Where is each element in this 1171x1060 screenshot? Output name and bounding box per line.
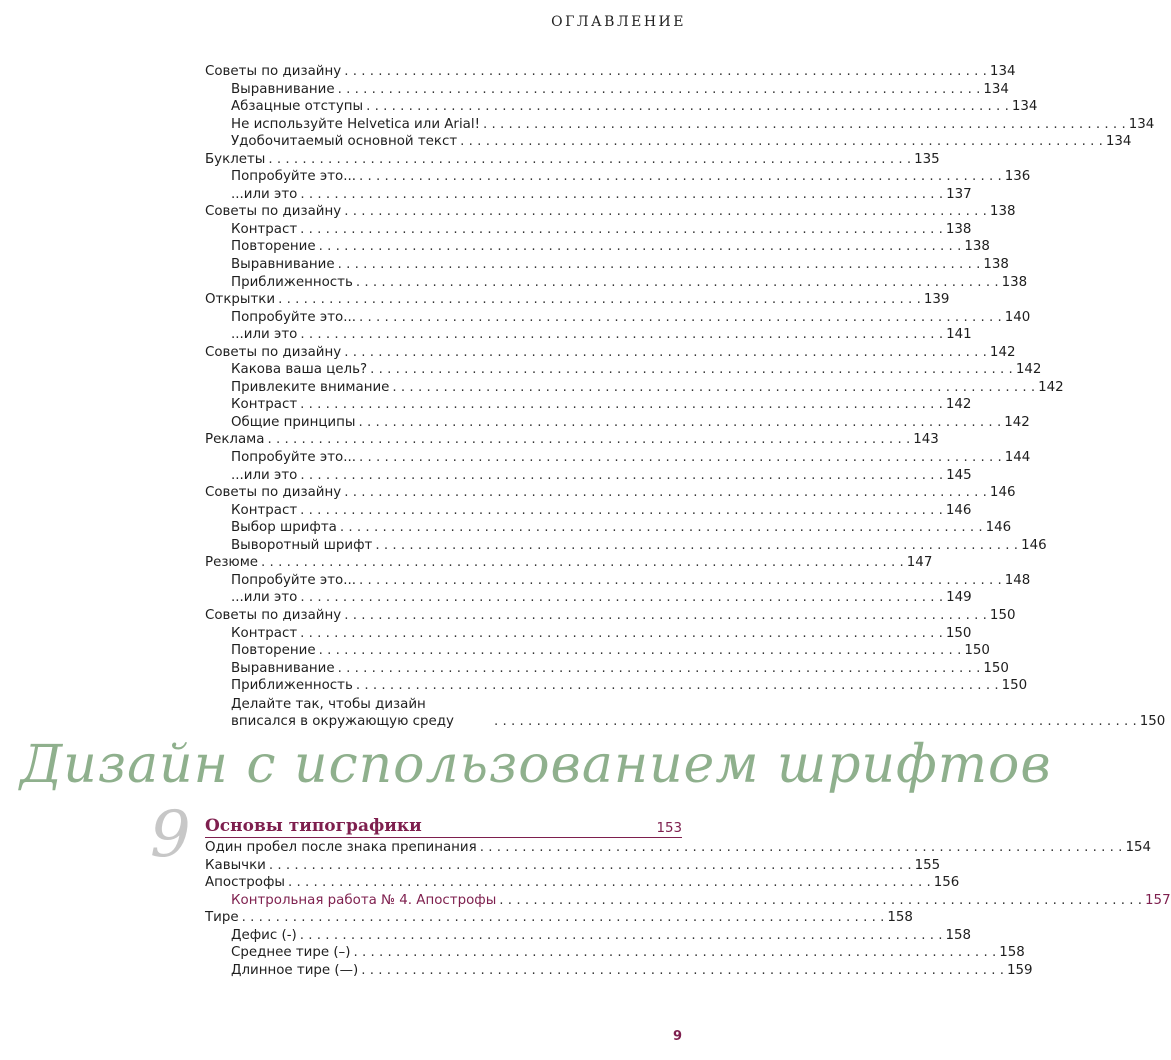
- toc-entry[interactable]: [205, 874, 960, 892]
- toc-subentry[interactable]: [205, 168, 1031, 186]
- toc-page-number: 134: [1128, 116, 1155, 132]
- toc-subentry[interactable]: [205, 98, 1038, 116]
- dot-leader: [269, 857, 912, 875]
- toc-page-number: 150: [989, 607, 1016, 623]
- toc-entry[interactable]: [205, 607, 1016, 625]
- toc-subentry[interactable]: [205, 221, 972, 239]
- toc-entry-title: Попробуйте это...: [231, 572, 357, 588]
- dot-leader: [319, 642, 962, 660]
- dot-leader: [268, 151, 911, 169]
- chapter-number: 9: [150, 798, 191, 872]
- dot-leader: [267, 431, 910, 449]
- toc-page-number: 150: [983, 660, 1009, 676]
- toc-entry-title: Резюме: [205, 555, 259, 571]
- toc-entry-title: ...или это: [231, 186, 298, 202]
- toc-entry[interactable]: [205, 344, 1016, 362]
- toc-entry-title: Повторение: [231, 643, 316, 659]
- toc-page-number: 150: [945, 625, 972, 641]
- toc-page-number: 150: [964, 643, 990, 659]
- dot-leader: [356, 677, 999, 695]
- toc-subentry[interactable]: [205, 660, 1009, 678]
- toc-page-number: 138: [1001, 274, 1028, 290]
- dot-leader: [499, 892, 1142, 910]
- toc-entry-title: Не используйте Helvetica или Arial!: [231, 116, 480, 132]
- toc-page-number: 155: [914, 857, 941, 873]
- toc-entry-title: Повторение: [231, 239, 316, 255]
- toc-subentry[interactable]: [205, 572, 1031, 590]
- toc-page-number: 139: [923, 292, 950, 308]
- toc-page-number: 134: [983, 81, 1009, 97]
- toc-entry[interactable]: [205, 484, 1016, 502]
- toc-page-number: 142: [989, 344, 1016, 360]
- dot-leader: [375, 537, 1018, 555]
- dot-leader: [300, 186, 943, 204]
- toc-page-number: 142: [945, 397, 972, 413]
- chapter-page: 153: [656, 821, 682, 836]
- toc-entry-title: Привлеките внимание: [231, 379, 390, 395]
- dot-leader: [361, 962, 1004, 980]
- toc-entry[interactable]: [205, 63, 1016, 81]
- toc-entry-title: Среднее тире (–): [231, 945, 351, 961]
- toc-page-number: 146: [945, 502, 972, 518]
- dot-leader: [359, 168, 1002, 186]
- toc-subentry[interactable]: [205, 274, 1028, 292]
- dot-leader: [370, 361, 1013, 379]
- toc-page-number: 142: [1015, 362, 1042, 378]
- dot-leader: [359, 309, 1002, 327]
- toc-subentry[interactable]: [205, 927, 972, 945]
- toc-subentry[interactable]: [205, 502, 972, 520]
- toc-list: [205, 63, 1166, 731]
- chapter-heading[interactable]: [205, 816, 682, 838]
- dot-leader: [300, 396, 943, 414]
- toc-entry-title: Апострофы: [205, 875, 285, 891]
- toc-page-number: 142: [1038, 379, 1064, 395]
- toc-subentry[interactable]: [205, 361, 1042, 379]
- toc-page-number: 145: [946, 467, 972, 483]
- dot-leader: [392, 379, 1035, 397]
- toc-entry-title: Выравнивание: [231, 81, 335, 97]
- toc-page-number: 146: [985, 520, 1012, 536]
- toc-page-number: 158: [887, 910, 913, 926]
- toc-entry-title: Буклеты: [205, 151, 266, 167]
- dot-leader: [300, 326, 943, 344]
- chapter-title: Основы типографики: [205, 816, 422, 836]
- toc-entry-title: Один пробел после знака препинания: [205, 840, 477, 855]
- toc-subentry[interactable]: [205, 449, 1031, 467]
- toc-entry-title: Контраст: [231, 397, 298, 413]
- toc-page-number: 135: [914, 151, 940, 167]
- dot-leader: [353, 944, 996, 962]
- toc-entry[interactable]: [205, 554, 933, 572]
- toc-entry-title: ...или это: [231, 590, 298, 606]
- toc-page-number: 138: [983, 257, 1009, 273]
- toc-entry-title: Советы по дизайну: [205, 485, 342, 501]
- toc-entry-title: Попробуйте это...: [231, 169, 357, 185]
- toc-entry-title: Открытки: [205, 292, 276, 308]
- toc-subentry[interactable]: [205, 677, 1028, 695]
- toc-entry[interactable]: [205, 909, 913, 927]
- toc-entry-title: Кавычки: [205, 857, 266, 873]
- toc-entry-title: Контраст: [231, 625, 298, 641]
- toc-entry-title: Длинное тире (—): [231, 962, 359, 978]
- dot-leader: [338, 256, 981, 274]
- toc-subentry[interactable]: [205, 309, 1031, 327]
- dot-leader: [261, 554, 904, 572]
- toc-subentry[interactable]: [205, 944, 1025, 962]
- dot-leader: [340, 519, 983, 537]
- toc-entry-title: Приближенность: [231, 678, 353, 694]
- toc-entry-title: ...или это: [231, 327, 298, 343]
- dot-leader: [344, 63, 987, 81]
- toc-entry-title: Какова ваша цель?: [231, 362, 368, 378]
- toc-page-number: 158: [945, 927, 972, 943]
- dot-leader: [483, 116, 1126, 134]
- toc-entry-title: Советы по дизайну: [205, 204, 342, 220]
- toc-entry-title: Контраст: [231, 221, 298, 237]
- toc-subentry[interactable]: [205, 81, 1009, 99]
- toc-entry[interactable]: [205, 203, 1016, 221]
- dot-leader: [460, 133, 1103, 151]
- toc-subentry[interactable]: [205, 186, 972, 204]
- page-number: 9: [672, 1029, 682, 1044]
- dot-leader: [356, 274, 999, 292]
- toc-entry-title: Контраст: [231, 502, 298, 518]
- dot-leader: [300, 927, 943, 945]
- toc-list-chapter: [205, 839, 1171, 979]
- toc-page-number: 138: [945, 221, 972, 237]
- toc-entry-title: Абзацные отступы: [231, 99, 364, 115]
- toc-subentry[interactable]: [205, 519, 1012, 537]
- dot-leader: [480, 839, 1123, 857]
- toc-page-number: 134: [1011, 99, 1038, 115]
- toc-page-number: 134: [1105, 134, 1132, 150]
- toc-page-number: 136: [1004, 169, 1031, 185]
- toc-page-number: 138: [964, 239, 990, 255]
- toc-subentry[interactable]: [205, 695, 1166, 731]
- toc-page-number: 159: [1007, 962, 1033, 978]
- toc-entry[interactable]: [205, 291, 950, 309]
- toc-entry-title: Советы по дизайну: [205, 607, 342, 623]
- toc-entry-title: Выравнивание: [231, 660, 335, 676]
- toc-page-number: 146: [989, 485, 1016, 501]
- toc-page-number: 158: [999, 945, 1025, 961]
- toc-entry-title: Выворотный шрифт: [231, 537, 373, 553]
- toc-subentry[interactable]: [205, 467, 972, 485]
- toc-subentry[interactable]: [205, 326, 972, 344]
- toc-subentry[interactable]: [205, 962, 1033, 980]
- toc-page-number: 150: [1139, 714, 1166, 730]
- toc-entry-title: Удобочитаемый основной текст: [231, 134, 458, 150]
- toc-subentry[interactable]: [205, 133, 1132, 151]
- toc-page-number: 137: [946, 186, 972, 202]
- dot-leader: [300, 221, 943, 239]
- toc-page-number: 148: [1004, 572, 1031, 588]
- toc-entry[interactable]: [205, 857, 941, 875]
- toc-entry[interactable]: [205, 151, 940, 169]
- toc-page-number: 157: [1145, 892, 1171, 908]
- toc-entry-title: Выбор шрифта: [231, 520, 337, 536]
- dot-leader: [358, 414, 1001, 432]
- dot-leader: [300, 625, 943, 643]
- toc-entry[interactable]: [205, 839, 1151, 857]
- dot-leader: [300, 589, 943, 607]
- toc-entry-title: Тире: [205, 910, 239, 926]
- running-head: ОГЛАВЛЕНИЕ: [551, 14, 686, 30]
- dot-leader: [278, 291, 921, 309]
- toc-page-number: 134: [989, 64, 1016, 79]
- toc-subentry[interactable]: [205, 396, 972, 414]
- dot-leader: [288, 874, 931, 892]
- toc-entry-title: Дефис (-): [231, 927, 297, 943]
- dot-leader: [359, 572, 1002, 590]
- dot-leader: [494, 713, 1137, 731]
- toc-subentry[interactable]: [205, 642, 990, 660]
- toc-entry-title: Контрольная работа № 4. Апострофы: [231, 892, 497, 908]
- toc-page-number: 156: [933, 875, 960, 891]
- dot-leader: [366, 98, 1009, 116]
- toc-page-number: 150: [1001, 678, 1028, 694]
- toc-entry-title: Приближенность: [231, 274, 353, 290]
- dot-leader: [344, 344, 987, 362]
- toc-page-number: 140: [1004, 309, 1031, 325]
- toc-entry-title: Попробуйте это...: [231, 309, 357, 325]
- toc-subentry[interactable]: [205, 116, 1155, 134]
- toc-subentry[interactable]: [205, 892, 1171, 910]
- dot-leader: [300, 467, 943, 485]
- toc-subentry[interactable]: [205, 589, 972, 607]
- toc-subentry[interactable]: [205, 414, 1030, 432]
- toc-entry-title: ...или это: [231, 467, 298, 483]
- dot-leader: [242, 909, 885, 927]
- toc-page-number: 146: [1021, 537, 1047, 553]
- dot-leader: [344, 203, 987, 221]
- section-title: Дизайн с использованием шрифтов: [20, 735, 1052, 795]
- toc-entry-title: Реклама: [205, 432, 265, 448]
- toc-entry-title: Делайте так, чтобы дизайн вписался в окружающую среду: [231, 696, 454, 730]
- toc-subentry[interactable]: [205, 625, 972, 643]
- dot-leader: [338, 81, 981, 99]
- toc-page-number: 141: [946, 327, 972, 343]
- toc-entry-title: Советы по дизайну: [205, 344, 342, 360]
- toc-subentry[interactable]: [205, 537, 1047, 555]
- toc-page-number: 149: [946, 590, 972, 606]
- toc-page-number: 154: [1125, 840, 1151, 855]
- dot-leader: [300, 502, 943, 520]
- toc-page-number: 144: [1004, 450, 1031, 466]
- toc-page-number: 147: [906, 555, 933, 571]
- toc-entry-title: Попробуйте это...: [231, 450, 357, 466]
- toc-subentry[interactable]: [205, 379, 1064, 397]
- dot-leader: [319, 238, 962, 256]
- toc-entry-title: Советы по дизайну: [205, 64, 342, 79]
- toc-subentry[interactable]: [205, 256, 1009, 274]
- toc-subentry[interactable]: [205, 238, 990, 256]
- dot-leader: [344, 484, 987, 502]
- toc-page-number: 138: [989, 204, 1016, 220]
- toc-entry[interactable]: [205, 431, 939, 449]
- toc-entry-title: Выравнивание: [231, 257, 335, 273]
- dot-leader: [344, 607, 987, 625]
- dot-leader: [359, 449, 1002, 467]
- toc-entry-title: Общие принципы: [231, 414, 356, 430]
- toc-page-number: 143: [913, 432, 939, 448]
- toc-page-number: 142: [1004, 414, 1030, 430]
- dot-leader: [338, 660, 981, 678]
